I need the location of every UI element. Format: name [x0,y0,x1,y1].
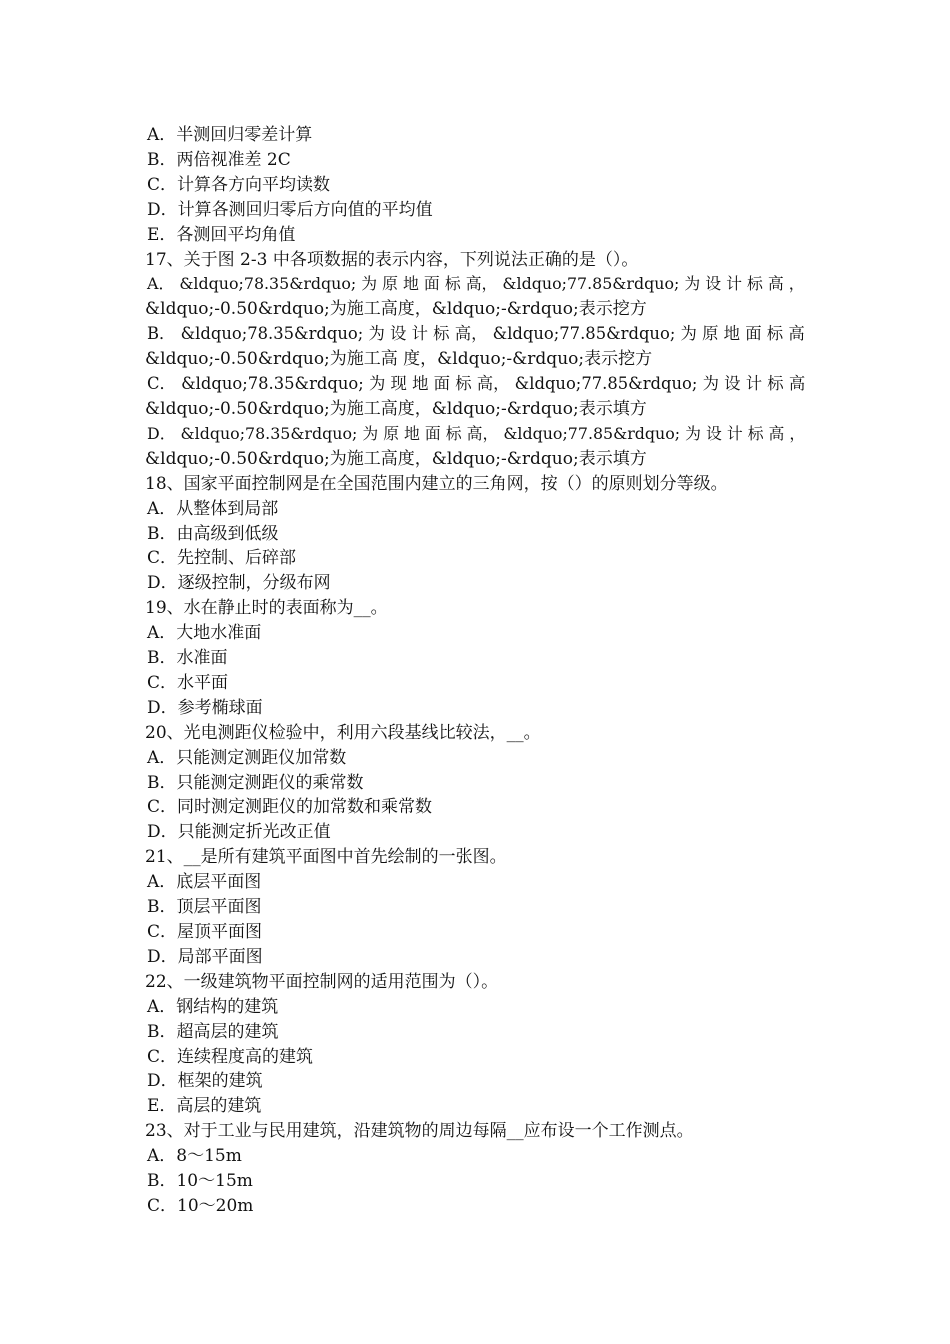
option-line: D．局部平面图 [147,946,263,967]
option-line: A． &ldquo;78.35&rdquo; 为 原 地 面 标 高， &ldquo;77.85&rdquo; 为 设 计 标 高 ， [147,274,805,294]
option-line: A．钢结构的建筑 [147,996,279,1017]
option-continuation-line: &ldquo;-0.50&rdquo;为施工高度，&ldquo;-&rdquo;表示填方 [145,448,647,469]
option-line: B．顶层平面图 [147,897,262,918]
option-line: A．从整体到局部 [147,498,279,519]
option-line: C．同时测定测距仪的加常数和乘常数 [147,797,433,818]
option-line: E．各测回平均角值 [147,224,296,245]
question-line: 20、光电测距仪检验中，利用六段基线比较法，__。 [145,722,541,743]
question-line: 19、水在静止时的表面称为__。 [145,598,388,619]
option-line: B．水准面 [147,648,228,669]
option-line: C． &ldquo;78.35&rdquo; 为 现 地 面 标 高， &ldquo;77.85&rdquo; 为 设 计 标 高 [147,374,806,394]
option-line: A．只能测定测距仪加常数 [147,747,347,768]
option-line: E．高层的建筑 [147,1096,262,1117]
option-line: D．框架的建筑 [147,1071,263,1092]
option-line: B．由高级到低级 [147,523,279,544]
option-line: D．只能测定折光改正值 [147,822,331,843]
option-line: B． &ldquo;78.35&rdquo; 为 设 计 标 高， &ldquo;77.85&rdquo; 为 原 地 面 标 高 [147,324,805,344]
option-line: C．水平面 [147,672,229,693]
option-line: C．计算各方向平均读数 [147,174,331,195]
question-line: 18、国家平面控制网是在全国范围内建立的三角网，按（）的原则划分等级。 [145,473,728,494]
document-body [145,123,805,1219]
option-line: A．底层平面图 [147,872,262,893]
option-line: B．两倍视准差 2C [147,149,291,170]
question-line: 21、__是所有建筑平面图中首先绘制的一张图。 [145,847,507,868]
option-line: A．8～15m [147,1146,242,1167]
option-line: C．先控制、后碎部 [147,548,297,569]
option-line: D．计算各测回归零后方向值的平均值 [147,199,433,220]
question-line: 22、一级建筑物平面控制网的适用范围为（）。 [145,971,499,992]
option-continuation-line: &ldquo;-0.50&rdquo;为施工高度，&ldquo;-&rdquo;表示挖方 [145,299,647,320]
option-line: B．超高层的建筑 [147,1021,279,1042]
option-line: D．参考椭球面 [147,697,263,718]
option-line: C．屋顶平面图 [147,922,263,942]
option-line: D．逐级控制，分级布网 [147,573,331,594]
option-line: D． &ldquo;78.35&rdquo; 为 原 地 面 标 高， &ldquo;77.85&rdquo; 为 设 计 标 高 ， [147,423,806,443]
question-line: 23、对于工业与民用建筑，沿建筑物的周边每隔__应布设一个工作测点。 [145,1121,694,1142]
option-line: A．大地水准面 [147,623,262,644]
question-line: 17、关于图 2-3 中各项数据的表示内容，下列说法正确的是（）。 [145,249,639,270]
option-line: A．半测回归零差计算 [147,125,313,145]
option-continuation-line: &ldquo;-0.50&rdquo;为施工高 度，&ldquo;-&rdquo;表示挖方 [145,349,653,370]
option-line: B．只能测定测距仪的乘常数 [147,772,364,793]
option-line: C．10～20m [147,1195,254,1216]
option-continuation-line: &ldquo;-0.50&rdquo;为施工高度，&ldquo;-&rdquo;表示填方 [145,398,647,419]
option-line: C．连续程度高的建筑 [147,1046,314,1067]
option-line: B．10～15m [147,1171,253,1192]
